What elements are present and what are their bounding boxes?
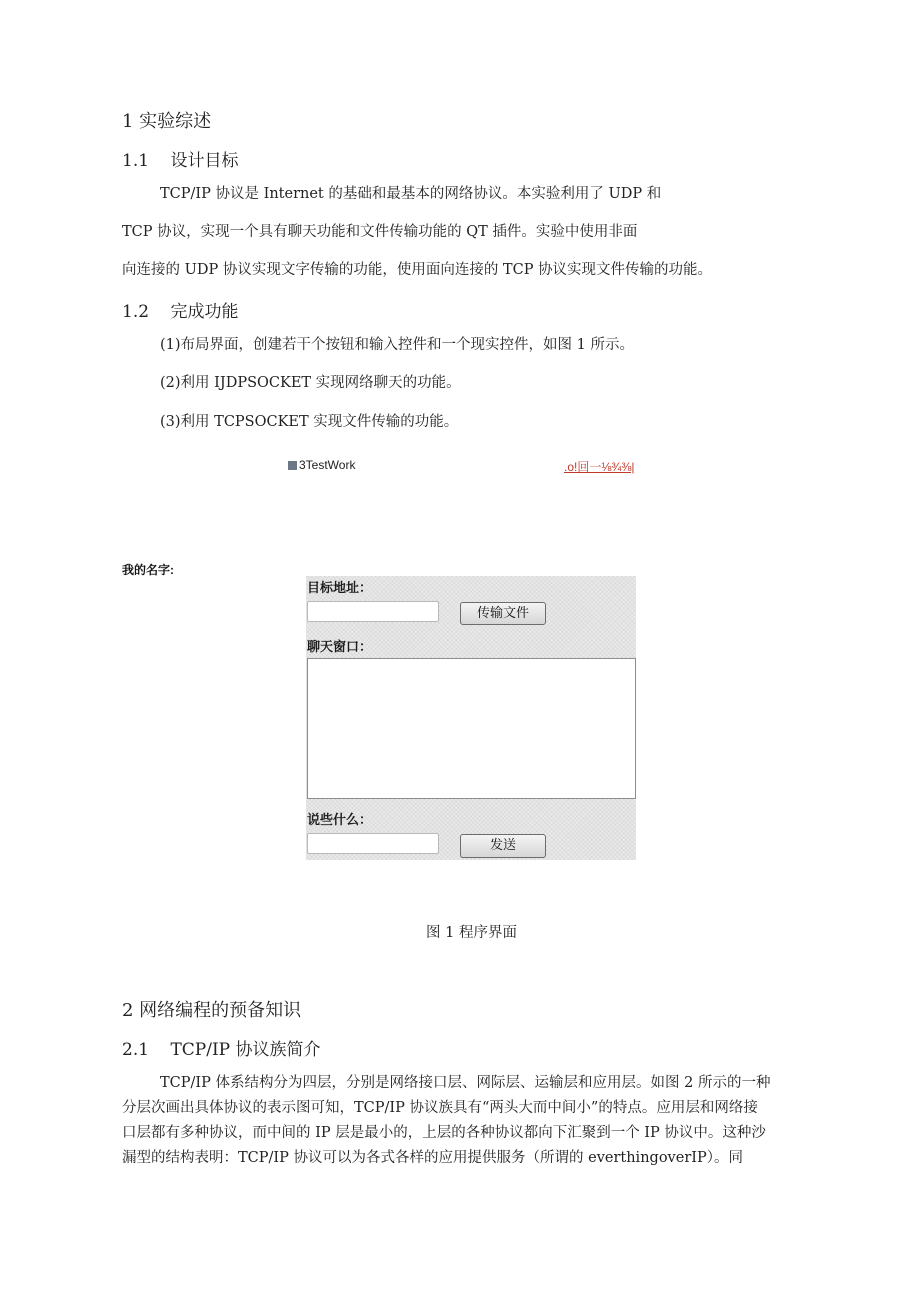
window-title: 3TestWork: [288, 458, 355, 472]
app-icon: [288, 461, 297, 470]
section-title: 完成功能: [170, 302, 239, 322]
figure-caption: 图 1 程序界面: [426, 925, 517, 941]
list-item: (3)利用 TCPSOCKET 实现文件传输的功能。: [160, 414, 459, 430]
window-controls[interactable]: .o!回一⅛¾⅜|: [564, 460, 635, 474]
section-number: 2.1: [122, 1040, 150, 1060]
section-title: TCP/IP 协议族简介: [170, 1040, 321, 1060]
section-2-heading: 2 网络编程的预备知识: [122, 1000, 302, 1021]
paragraph-line: 口层都有多种协议，而中间的 IP 层是最小的，上层的各种协议都向下汇聚到一个 IP 协议中。这种沙: [122, 1125, 766, 1141]
say-something-label: 说些什么：: [307, 813, 373, 828]
paragraph-line: 分层次画出具体协议的表示图可知，TCP/IP 协议族具有“两头大而中间小”的特点。应用层和网络接: [122, 1100, 758, 1116]
section-2-1-heading: [122, 1035, 321, 1060]
chat-window-area[interactable]: [307, 658, 636, 799]
program-window-panel: [306, 576, 636, 860]
paragraph-line: 漏型的结构表明：TCP/IP 协议可以为各式各样的应用提供服务（所谓的 everthingoverIP）。同: [122, 1150, 743, 1166]
paragraph-line: 向连接的 UDP 协议实现文字传输的功能，使用面向连接的 TCP 协议实现文件传输的功能。: [122, 262, 713, 278]
message-input[interactable]: [307, 833, 439, 854]
chat-window-label: 聊天窗口：: [307, 640, 373, 655]
paragraph-line: TCP/IP 协议是 Internet 的基础和最基本的网络协议。本实验利用了 UDP 和: [160, 186, 662, 202]
section-1-heading: 1 实验综述: [122, 111, 212, 132]
section-1-2-heading: [122, 297, 238, 322]
section-number: 1.1: [122, 151, 150, 171]
section-1-1-heading: [122, 146, 238, 171]
paragraph-line: TCP/IP 体系结构分为四层，分别是网络接口层、网际层、运输层和应用层。如图 2 所示的一种: [160, 1075, 771, 1091]
list-item: (2)利用 IJDPSOCKET 实现网络聊天的功能。: [160, 375, 461, 391]
paragraph-line: TCP 协议，实现一个具有聊天功能和文件传输功能的 QT 插件。实验中使用非面: [122, 224, 638, 240]
target-address-label: 目标地址：: [307, 581, 373, 596]
target-address-input[interactable]: [307, 601, 439, 622]
section-title: 设计目标: [170, 151, 239, 171]
my-name-label: 我的名字:: [122, 563, 174, 577]
send-button[interactable]: 发送: [460, 834, 546, 858]
list-item: (1)布局界面，创建若干个按钮和输入控件和一个现实控件，如图 1 所示。: [160, 337, 634, 353]
transfer-file-button[interactable]: 传输文件: [460, 602, 546, 625]
section-number: 1.2: [122, 302, 150, 322]
